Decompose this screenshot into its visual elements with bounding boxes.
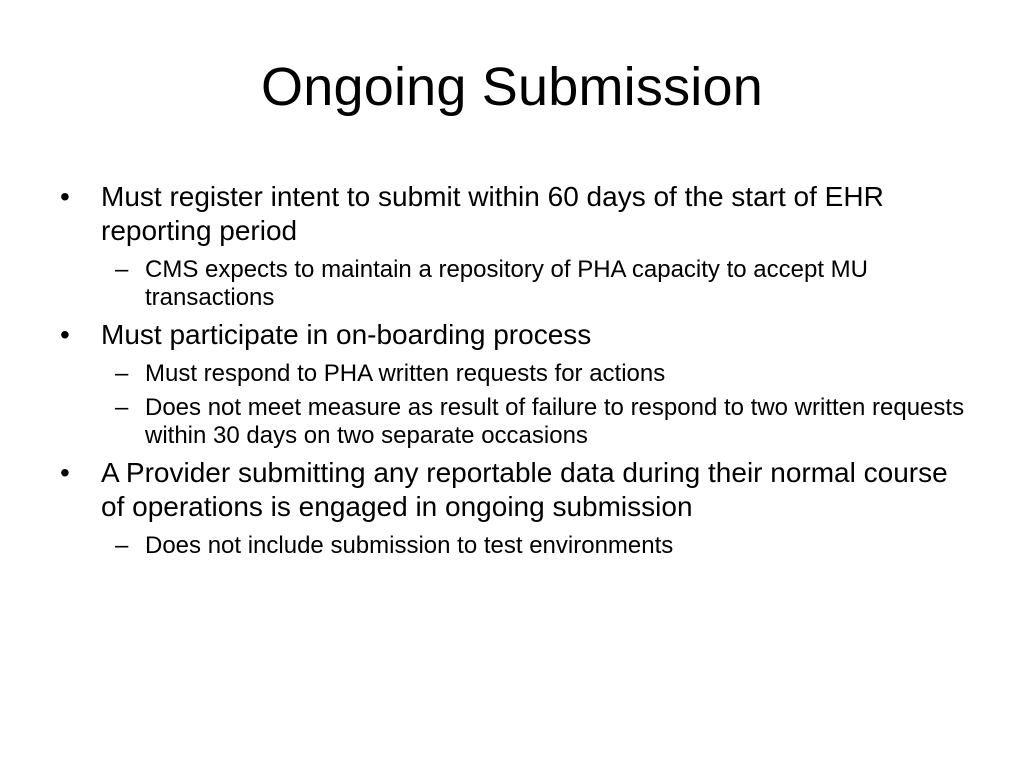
bullet-item <box>60 180 970 312</box>
bullet-item <box>60 456 970 560</box>
dash-icon: – <box>115 360 129 387</box>
bullet-dot-icon: • <box>60 319 70 350</box>
sub-bullet-item <box>101 394 970 450</box>
sub-bullet-list <box>101 256 970 312</box>
slide-title: Ongoing Submission <box>261 57 763 117</box>
bullet-dot-icon: • <box>60 457 70 488</box>
sub-bullet-item <box>101 360 970 388</box>
sub-bullet-list <box>101 532 970 560</box>
sub-bullet-item <box>101 532 970 560</box>
bullet-list <box>60 180 970 566</box>
bullet-text: A Provider submitting any reportable data during their normal course of operations is engaged in ongoing submission <box>101 457 948 522</box>
sub-bullet-text: Does not meet measure as result of failure to respond to two written requests within 30 days on two separate occasions <box>145 394 965 449</box>
bullet-item <box>60 318 970 450</box>
bullet-text: Must participate in on-boarding process <box>101 319 592 350</box>
sub-bullet-list <box>101 360 970 450</box>
sub-bullet-text: Must respond to PHA written requests for actions <box>145 360 666 387</box>
dash-icon: – <box>115 394 129 421</box>
sub-bullet-item <box>101 256 970 312</box>
sub-bullet-text: CMS expects to maintain a repository of PHA capacity to accept MU transactions <box>145 256 868 311</box>
sub-bullet-text: Does not include submission to test environments <box>145 532 674 559</box>
bullet-dot-icon: • <box>60 181 70 212</box>
dash-icon: – <box>115 256 129 283</box>
dash-icon: – <box>115 532 129 559</box>
bullet-text: Must register intent to submit within 60 days of the start of EHR reporting period <box>101 181 884 246</box>
